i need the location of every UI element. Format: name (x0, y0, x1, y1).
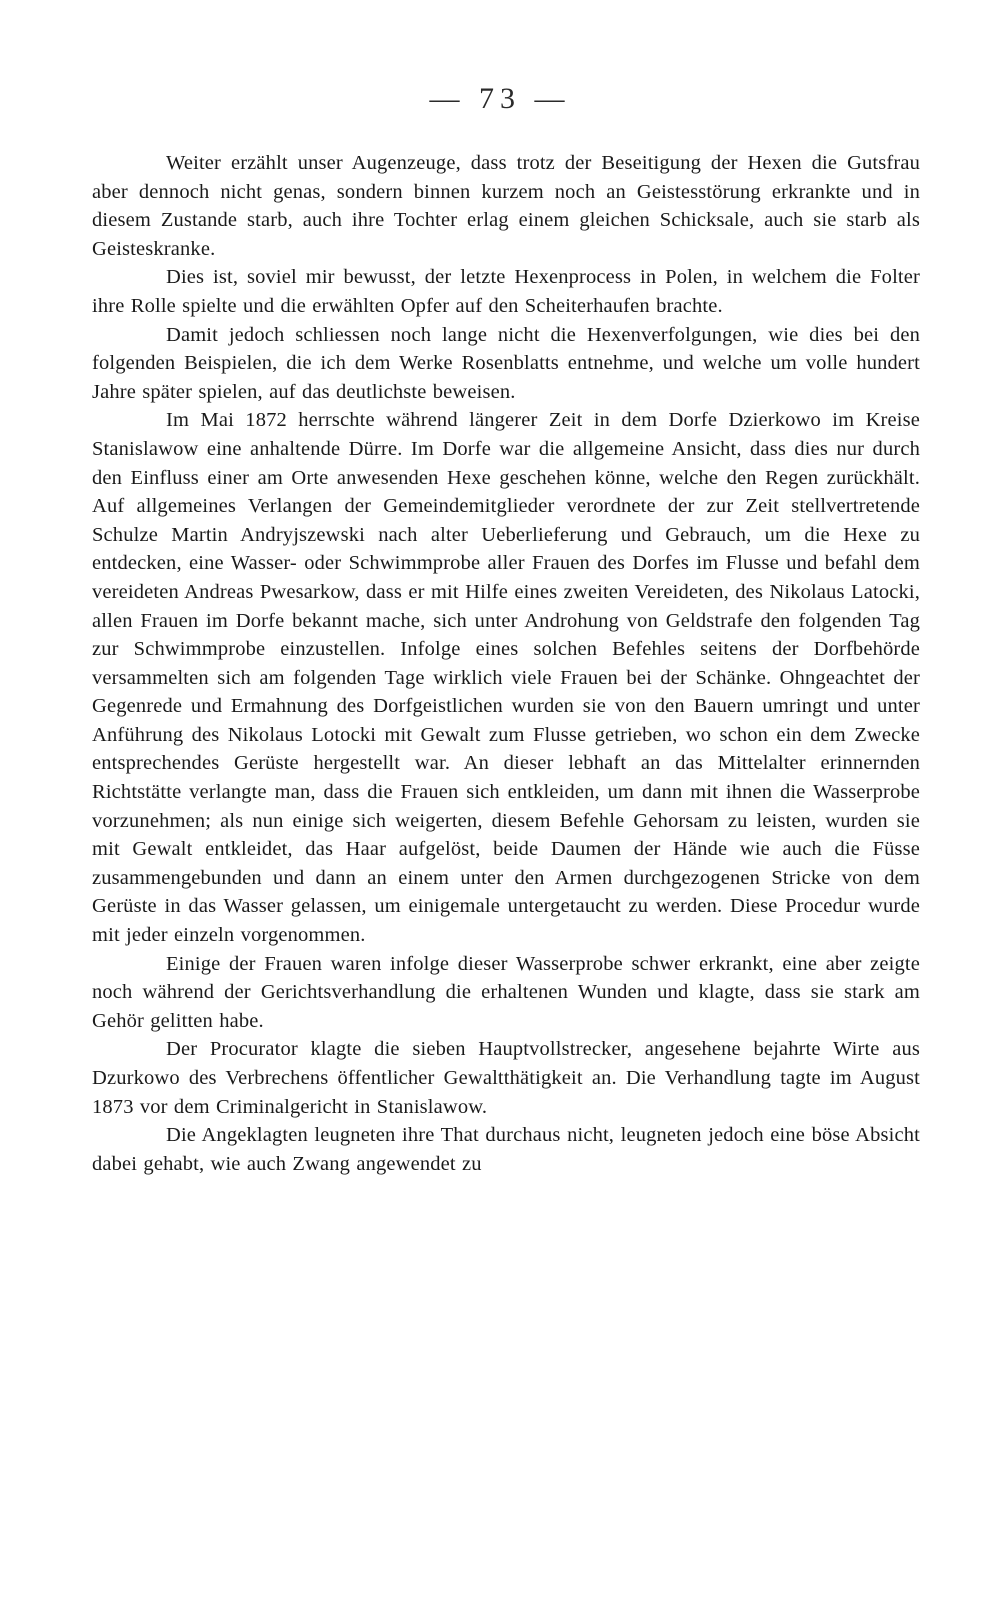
paragraph-5: Einige der Frauen waren infolge dieser Wasserprobe schwer erkrankt, eine aber zeigte noch während der Gerichtsverhandlung die erhaltenen Wunden und klagte, dass sie stark am Gehör gelitten habe. (92, 952, 920, 1032)
paragraph-1: Weiter erzählt unser Augenzeuge, dass trotz der Beseitigung der Hexen die Gutsfrau aber dennoch nicht genas, sondern binnen kurzem noch an Geistesstörung erkrankte und in diesem Zustande starb, auch ihre Tochter erlag einem gleichen Schicksale, auch sie starb als Geisteskranke. (92, 152, 920, 260)
page-number: — 73 — (429, 82, 571, 115)
paragraph-7: Die Angeklagten leugneten ihre That durchaus nicht, leugneten jedoch eine böse Absicht dabei gehabt, wie auch Zwang angewendet zu (92, 1124, 920, 1175)
page-text (92, 149, 920, 1178)
paragraph-4: Im Mai 1872 herrschte während längerer Zeit in dem Dorfe Dzierkowo im Kreise Stanislawow eine anhaltende Dürre. Im Dorfe war die allgemeine Ansicht, dass dies nur durch den Einfluss einer am Orte anwesenden Hexe geschehen könne, welche den Regen zurückhält. Auf allgemeines Verlangen der Gemeindemitglieder verordnete der zur Zeit stellvertretende Schulze Martin Andryjszewski nach alter Ueberlieferung und Gebrauch, um die Hexe zu entdecken, eine Wasser- oder Schwimmprobe aller Frauen des Dorfes im Flusse und befahl dem vereideten Andreas Pwesarkow, dass er mit Hilfe eines zweiten Vereideten, des Nikolaus Latocki, allen Frauen im Dorfe bekannt mache, sich unter Androhung von Geldstrafe den folgenden Tag zur Schwimmprobe einzustellen. Infolge eines solchen Befehles seitens der Dorfbehörde versammelten sich am folgenden Tage wirklich viele Frauen bei der Schänke. Ohngeachtet der Gegenrede und Ermahnung des Dorfgeistlichen wurden sie von den Bauern umringt und unter Anführung des Nikolaus Lotocki mit Gewalt zum Flusse getrieben, wo schon ein dem Zwecke entsprechendes Gerüste hergestellt war. An dieser lebhaft an das Mittelalter erinnernden Richtstätte verlangte man, dass die Frauen sich entkleiden, um dann mit ihnen die Wasserprobe vorzunehmen; als nun einige sich weigerten, diesem Befehle Gehorsam zu leisten, wurden sie mit Gewalt entkleidet, das Haar aufgelöst, beide Daumen der Hände wie auch die Füsse zusammengebunden und dann an einem unter den Armen durchgezogenen Stricke von dem Gerüste in das Wasser gelassen, um einigemale untergetaucht zu werden. Diese Procedur wurde mit jeder einzeln vorgenommen. (92, 409, 920, 947)
paragraph-6: Der Procurator klagte die sieben Hauptvollstrecker, angesehene bejahrte Wirte aus Dzurkowo des Verbrechens öffentlicher Gewaltthätigkeit an. Die Verhandlung tagte im August 1873 vor dem Criminalgericht in Stanislawow. (92, 1038, 920, 1118)
paragraph-3: Damit jedoch schliessen noch lange nicht die Hexenverfolgungen, wie dies bei den folgenden Beispielen, die ich dem Werke Rosenblatts entnehme, und welche um volle hundert Jahre später spielen, auf das deutlichste beweisen. (92, 323, 920, 403)
paragraph-2: Dies ist, soviel mir bewusst, der letzte Hexenprocess in Polen, in welchem die Folter ihre Rolle spielte und die erwählten Opfer auf den Scheiterhaufen brachte. (92, 266, 920, 317)
